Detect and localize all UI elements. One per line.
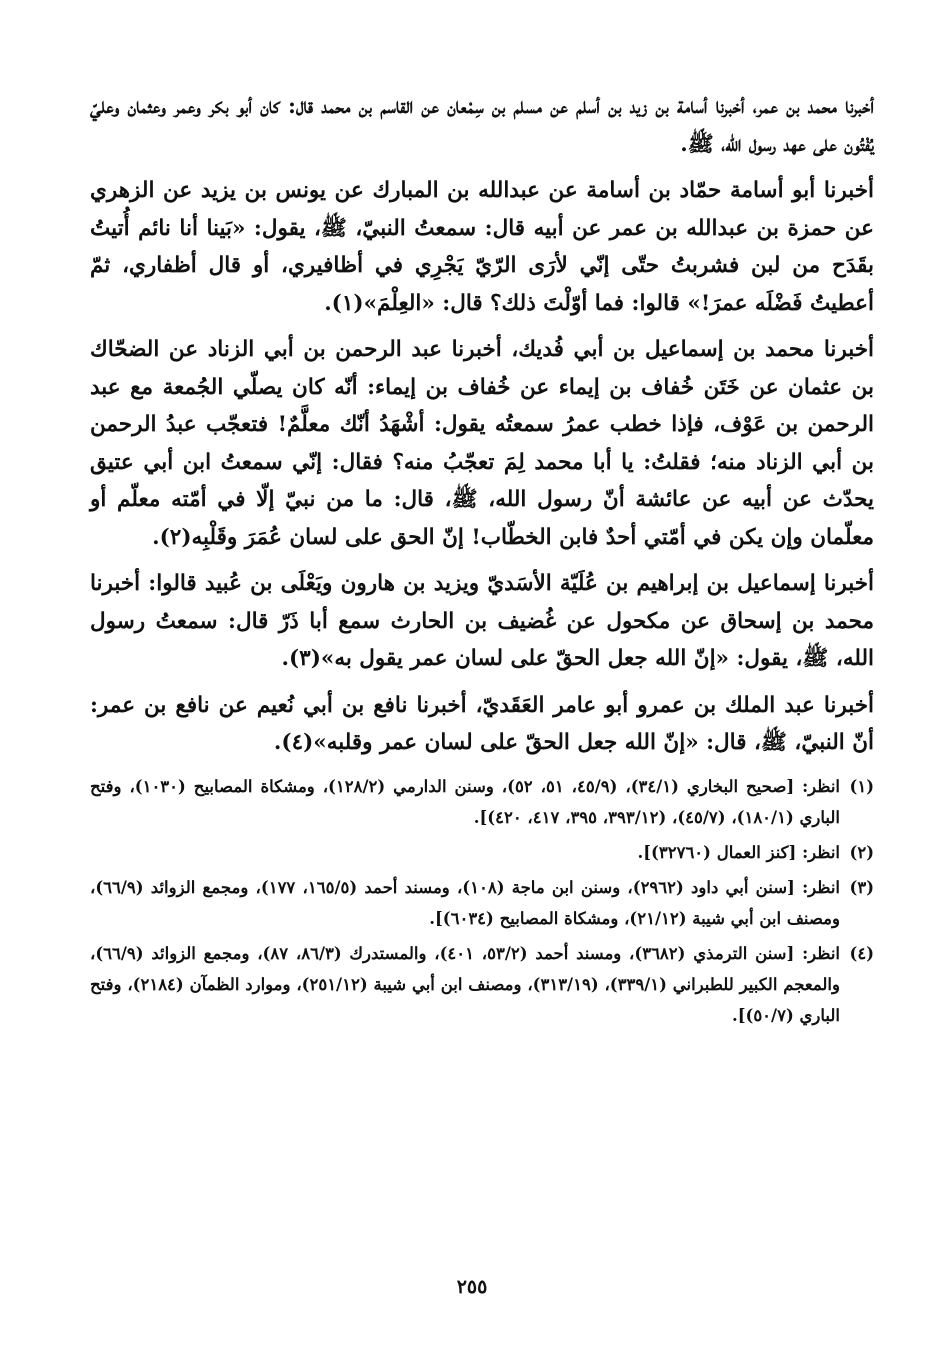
footnote-2-number: (٢) xyxy=(849,842,874,862)
footnote-3-number: (٣) xyxy=(849,877,874,897)
paragraph-4-text: أخبرنا إسماعيل بن إبراهيم بن عُلَيّة الأسَديّ ويزيد بن هارون ويَعْلَى بن عُبيد قالوا: أخبرنا محمد بن إسحاق عن مكحول عن غُضيف بن الحارث سمع أبا ذَرّ قال: سمعتُ رسول الله، ﷺ، يقول: «إنّ الله جعل الحقّ على لسان عمر يقول به»(٣). xyxy=(90,571,874,671)
footnote-1-number: (١) xyxy=(849,776,874,796)
footnote-1 xyxy=(90,771,874,833)
paragraph-1 xyxy=(90,88,874,163)
paragraph-3-text: أخبرنا محمد بن إسماعيل بن أبي فُديك، أخبرنا عبد الرحمن بن أبي الزناد عن الضحّاك بن عثمان عن خَتَن خُفاف بن إيماء عن خُفاف بن إيماء: أنّه كان يصلّي الجُمعة مع عبد الرحمن بن عَوْف، فإذا خطب عمرُ سمعتُه يقول: أشْهَدُ أنّك معلَّمٌ! فتعجّب عبدُ الرحمن بن أبي الزناد منه؛ فقلتُ: يا أبا محمد لِمَ تعجّبُ منه؟ فقال: إنّي سمعتُ ابن أبي عتيق يحدّث عن أبيه عن عائشة أنّ رسول الله، ﷺ، قال: ما من نبيّ إلّا في أمّته معلّم أو معلّمان وإن يكن في أمّتي أحدٌ فابن الخطّاب! إنّ الحق على لسان عُمَرَ وقَلْبِه(٢). xyxy=(90,337,874,550)
paragraph-4 xyxy=(90,565,874,678)
paragraph-5 xyxy=(90,687,874,762)
footnote-2-text: انظر: [كنز العمال (٣٢٧٦٠)]. xyxy=(637,842,840,862)
paragraph-2 xyxy=(90,172,874,322)
footnote-3 xyxy=(90,872,874,934)
footnote-1-text: انظر: [صحيح البخاري (٣٤/١)، (٤٥/٩، ٥١، ٥٢)، وسنن الدارمي (١٢٨/٢)، ومشكاة المصابيح (١٠٣٠)، وفتح الباري (١٨٠/١)، (٤٥/٧)، (٣٩٣/١٢، ٣٩٥، ٤١٧، ٤٢٠)]. xyxy=(90,776,840,827)
paragraph-1-text: أخبرنا محمد بن عمر، أخبرنا أسامة بن زيد بن أسلم عن مسلم بن سِمْعان عن القاسم بن محمد قال: كان أبو بكر وعمر وعثمان وعليّ يُفْتُون على عهد رسول الله، ﷺ. xyxy=(90,94,874,157)
footnote-4-text: انظر: [سنن الترمذي (٣٦٨٢)، ومسند أحمد (٥٣/٢، ٤٠١)، والمستدرك (٨٦/٣، ٨٧)، ومجمع الزوائد (٦٦/٩)، والمعجم الكبير للطبراني (٣٣٩/١)، (٣١٣/١٩)، ومصنف ابن أبي شيبة (٢٥١/١٢)، وموارد الظمآن (٢١٨٤)، وفتح الباري (٥٠/٧)]. xyxy=(90,943,841,1025)
page-number: ٢٥٥ xyxy=(456,1276,488,1298)
footnote-2 xyxy=(90,837,874,868)
footnotes xyxy=(90,771,874,1031)
footnote-3-text: انظر: [سنن أبي داود (٢٩٦٢)، وسنن ابن ماجة (١٠٨)، ومسند أحمد (١٦٥/٥، ١٧٧)، ومجمع الزوائد (٦٦/٩)، ومصنف ابن أبي شيبة (٢١/١٢)، ومشكاة المصابيح (٦٠٣٤)]. xyxy=(90,877,840,928)
main-text xyxy=(90,88,874,762)
paragraph-3 xyxy=(90,331,874,556)
footnote-4 xyxy=(90,938,874,1031)
paragraph-5-text: أخبرنا عبد الملك بن عمرو أبو عامر العَقَديّ، أخبرنا نافع بن أبي نُعيم عن نافع بن عمر: أنّ النبيّ، ﷺ، قال: «إنّ الله جعل الحقّ على لسان عمر وقلبه»(٤). xyxy=(90,692,874,755)
footnote-4-number: (٤) xyxy=(849,943,874,963)
paragraph-2-text: أخبرنا أبو أسامة حمّاد بن أسامة عن عبدالله بن المبارك عن يونس بن يزيد عن الزهري عن حمزة بن عبدالله بن عمر عن أبيه قال: سمعتُ النبيّ، ﷺ، يقول: «بَينا أنا نائم أُتيتُ بقَدَح من لبن فشربتُ حتّى إنّي لأرَى الرّيّ يَجْرِي في أظافيري، أو قال أظفاري، ثمّ أعطيتُ فَضْلَه عمرَ!» قالوا: فما أوّلْتَ ذلك؟ قال: «العِلْمَ»(١). xyxy=(90,178,874,316)
